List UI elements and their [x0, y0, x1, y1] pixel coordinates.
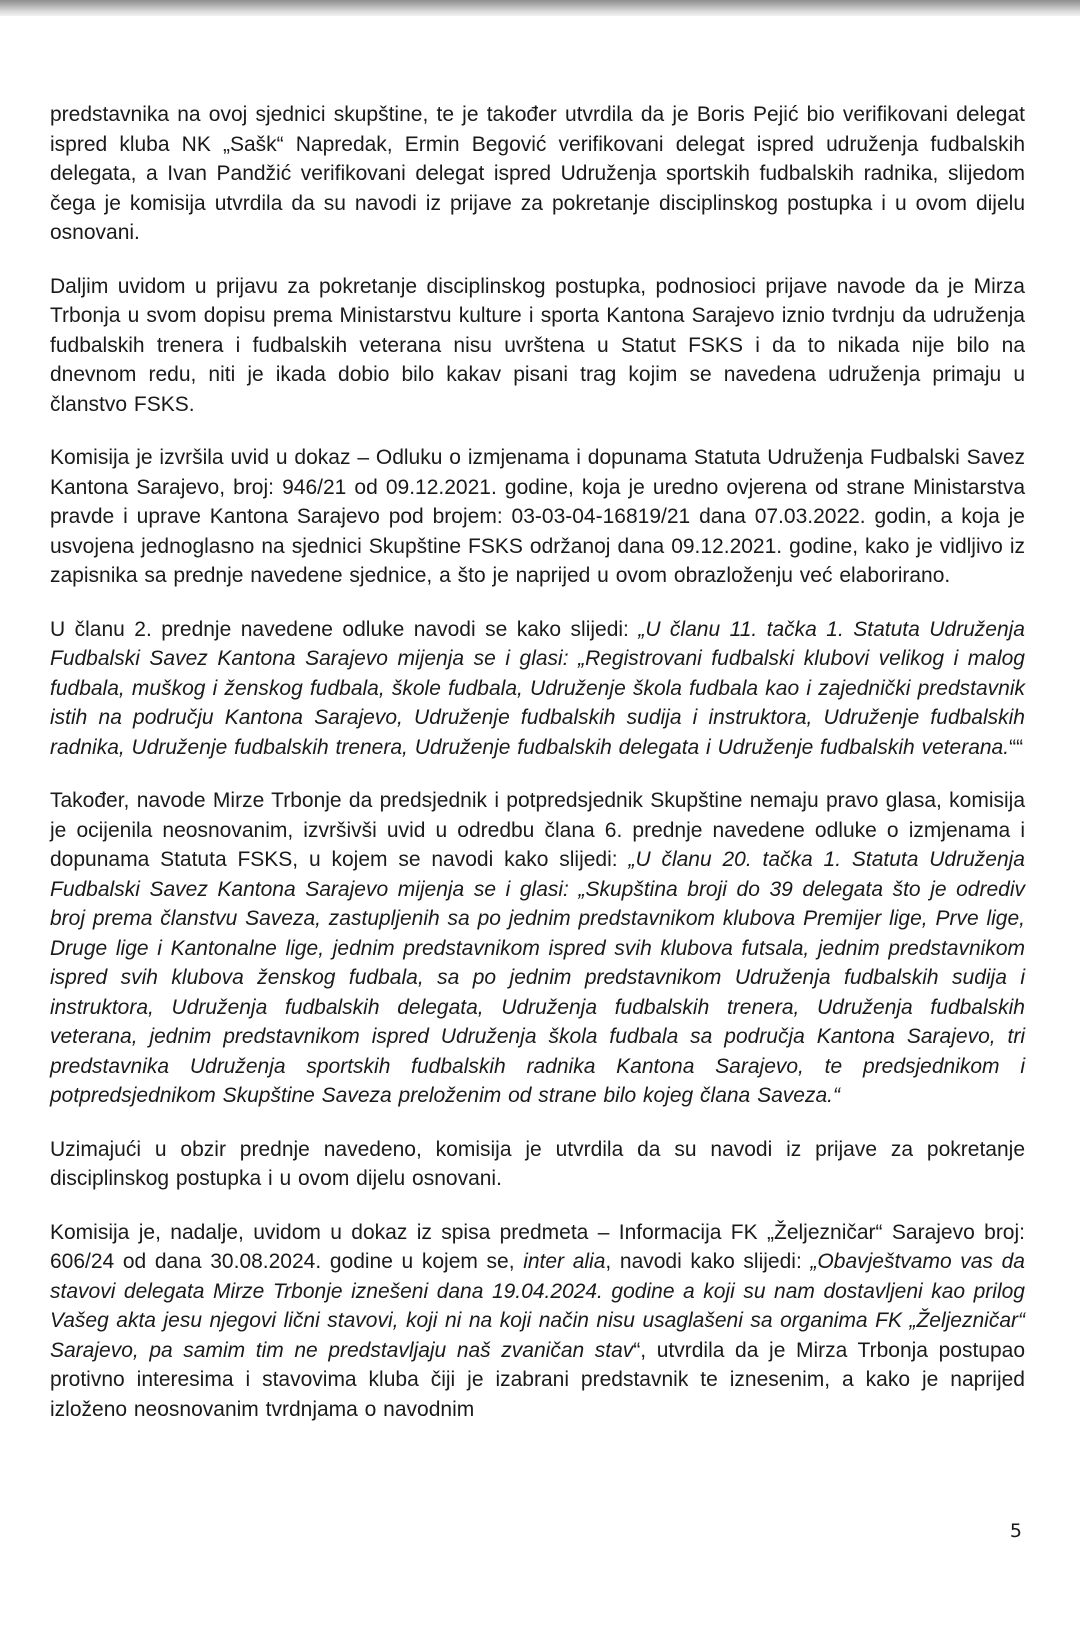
quoted-italic-text: „Obavještvamo vas da stavovi delegata Mirze Trbonje iznešeni dana 19.04.2024. godine a koji su nam dostavljeni kao prilog Vašeg akta jesu njegovi lični stavovi, koji ni na koji način nisu usaglašeni sa organima FK „Željezničar“ Sarajevo, pa samim tim ne predstavljaju naš zvaničan stav — [50, 1250, 1025, 1362]
text-run: Također, navode Mirze Trbonje da predsjednik i potpredsjednik Skupštine nemaju pravo glasa, komisija je ocijenila neosnovanim, izvršivši uvid u odredbu člana 6. prednje navedene odluke o izmjenama i dopunama Statuta FSKS, u kojem se navodi kako slijedi: — [50, 789, 1025, 871]
quoted-italic-text: „U članu 11. tačka 1. Statuta Udruženja Fudbalski Savez Kantona Sarajevo mijenja se i glasi: „Registrovani fudbalski klubovi velikog i malog fudbala, muškog i ženskog fudbala, škole fudbala, Udruženje škola fudbala kao i zajednički predstavnik istih na području Kantona Sarajevo, Udruženje fudbalskih sudija i instruktora, Udruženje fudbalskih radnika, Udruženje fudbalskih trenera, Udruženje fudbalskih delegata i Udruženje fudbalskih veterana. — [50, 617, 1025, 759]
text-run: Uzimajući u obzir prednje navedeno, komisija je utvrdila da su navodi iz prijave za pokretanje disciplinskog postupka i u ovom dijelu osnovani. — [50, 1137, 1025, 1190]
paragraph-1 — [50, 100, 1025, 248]
text-run: ““ — [1009, 735, 1024, 759]
text-run: Daljim uvidom u prijavu za pokretanje disciplinskog postupka, podnosioci prijave navode da je Mirza Trbonja u svom dopisu prema Ministarstvu kulture i sporta Kantona Sarajevo iznio tvrdnju da udruženja fudbalskih trenera i fudbalskih veterana nisu uvrštena u Statut FSKS i da to nikada nije bilo na dnevnom redu, niti je ikada dobio bilo kakav pisani trag kojim se navedena udruženja primaju u članstvo FSKS. — [50, 274, 1025, 416]
page-number: 5 — [1009, 1520, 1022, 1542]
latin-phrase: inter alia — [523, 1250, 606, 1273]
paragraph-3 — [50, 443, 1025, 591]
paragraph-7 — [50, 1218, 1025, 1425]
text-run: , navodi kako slijedi: — [605, 1250, 811, 1273]
text-run: predstavnika na ovoj sjednici skupštine, te je također utvrdila da je Boris Pejić bio verifikovani delegat ispred kluba NK „Sašk“ Napredak, Ermin Begović verifikovani delegat ispred udruženja fudbalskih delegata, a Ivan Pandžić verifikovani delegat ispred Udruženja sportskih fudbalskih radnika, slijedom čega je komisija utvrdila da su navodi iz prijave za pokretanje disciplinskog postupka i u ovom dijelu osnovani. — [50, 103, 1025, 244]
window-top-edge — [0, 0, 1080, 16]
text-run: Komisija je, nadalje, uvidom u dokaz iz spisa predmeta – Informacija FK „Željezničar“ Sarajevo broj: 606/24 od dana 30.08.2024. godine u kojem se, — [50, 1220, 1025, 1273]
document-page — [50, 100, 1025, 1448]
quoted-italic-text: „U članu 20. tačka 1. Statuta Udruženja Fudbalski Savez Kantona Sarajevo mijenja se i glasi: „Skupština broji do 39 delegata što je odrediv broj prema članstvu Saveza, zastupljenih sa po jednim predstavnikom klubova Premijer lige, Prve lige, Druge lige i Kantonalne lige, jednim predstavnikom ispred svih klubova futsala, jednim predstavnikom ispred svih klubova ženskog fudbala, sa po jednim predstavnikom Udruženja fudbalskih sudija i instruktora, Udruženja fudbalskih delegata, Udruženja fudbalskih trenera, Udruženja fudbalskih veterana, jednim predstavnikom ispred Udruženja škola fudbala sa područja Kantona Sarajevo, tri predstavnika Udruženja sportskih fudbalskih radnika Kantona Sarajevo, te predsjednikom i potpredsjednikom Skupštine Saveza preloženim od strane bilo kojeg člana Saveza.“ — [50, 848, 1025, 1107]
paragraph-2 — [50, 272, 1025, 420]
paragraph-5 — [50, 786, 1025, 1111]
text-run: U članu 2. prednje navedene odluke navodi se kako slijedi: — [50, 617, 639, 641]
text-run: “, utvrdila da je Mirza Trbonja postupao protivno interesima i stavovima kluba čiji je izabrani predstavnik te iznesenim, a kako je naprijed izloženo neosnovanim tvrdnjama o navodnim — [50, 1338, 1025, 1421]
text-run: Komisija je izvršila uvid u dokaz – Odluku o izmjenama i dopunama Statuta Udruženja Fudbalski Savez Kantona Sarajevo, broj: 946/21 od 09.12.2021. godine, koja je uredno ovjerena od strane Ministarstva pravde i uprave Kantona Sarajevo pod brojem: 03-03-04-16819/21 dana 07.03.2022. godin, a koja je usvojena jednoglasno na sjednici Skupštine FSKS održanoj dana 09.12.2021. godine, kako je vidljivo iz zapisnika sa prednje navedene sjednice, a što je naprijed u ovom obrazloženju već elaborirano. — [50, 446, 1025, 587]
paragraph-6 — [50, 1135, 1025, 1194]
paragraph-4 — [50, 615, 1025, 763]
